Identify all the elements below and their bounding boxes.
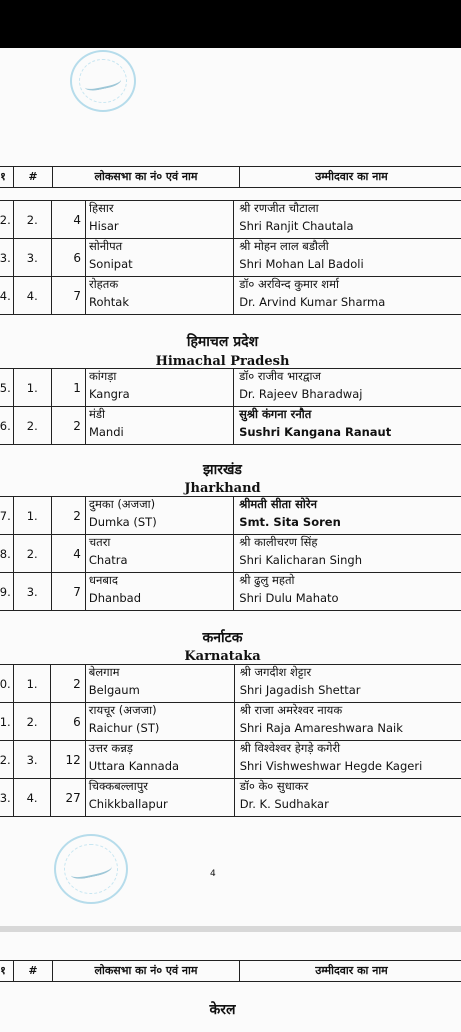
state-title-hi-jharkhand: झारखंड [0, 460, 453, 479]
constituency-name-en: Uttara Kannada [89, 759, 234, 773]
state-title-hi-himachal: हिमाचल प्रदेश [0, 332, 453, 351]
constituency-number: 2 [51, 665, 85, 703]
candidate-name-en: Dr. Arvind Kumar Sharma [239, 295, 461, 309]
candidate-name [234, 535, 461, 573]
candidate-name [234, 277, 461, 315]
constituency-name [85, 239, 233, 277]
constituency-name [85, 665, 234, 703]
candidate-name [234, 239, 461, 277]
party-stamp-icon [70, 50, 136, 112]
document-page-5 [0, 932, 461, 1032]
col-pc-header: लोकसभा का नं० एवं नाम [53, 961, 240, 982]
candidate-name-en: Shri Dulu Mahato [239, 591, 461, 605]
constituency-name-en: Raichur (ST) [89, 721, 234, 735]
candidate-row [0, 703, 461, 741]
constituency-name-en: Kangra [89, 387, 233, 401]
candidate-name-en: Shri Raja Amareshwara Naik [240, 721, 461, 735]
candidate-row [0, 665, 461, 703]
himachal-table [0, 368, 461, 445]
state-serial-number: 3. [13, 741, 51, 779]
state-title-hi-karnataka: कर्नाटक [0, 628, 453, 647]
constituency-name [85, 535, 233, 573]
constituency-name-en: Hisar [89, 219, 233, 233]
serial-number: 9. [0, 573, 13, 611]
state-serial-number: 1. [13, 369, 51, 407]
serial-number: 8. [0, 535, 13, 573]
candidate-name-en: Shri Ranjit Chautala [239, 219, 461, 233]
candidate-name-hi: डॉ० अरविन्द कुमार शर्मा [239, 277, 461, 291]
constituency-number: 6 [51, 703, 85, 741]
constituency-name-hi: रोहतक [89, 277, 233, 291]
candidate-name [234, 497, 461, 535]
serial-number: 1. [0, 703, 13, 741]
constituency-name-hi: हिसार [89, 201, 233, 215]
col-sno-header: १ [0, 167, 14, 188]
header-table [0, 166, 461, 188]
constituency-name-hi: रायचूर (अजजा) [89, 703, 234, 717]
constituency-name-hi: धनबाद [89, 573, 233, 587]
state-serial-number: 4. [13, 277, 51, 315]
constituency-name-hi: चिक्कबल्लापुर [89, 779, 234, 793]
candidate-name [234, 741, 461, 779]
candidate-name [234, 703, 461, 741]
candidate-name-hi: श्री राजा अमरेश्वर नायक [240, 703, 461, 717]
candidate-name-en: Sushri Kangana Ranaut [239, 425, 461, 439]
constituency-number: 2 [51, 407, 85, 445]
document-page-4 [0, 48, 461, 928]
top-black-bar [0, 0, 461, 48]
constituency-number: 2 [51, 497, 85, 535]
serial-number: 6. [0, 407, 13, 445]
candidate-name-en: Shri Vishweshwar Hegde Kageri [240, 759, 461, 773]
candidate-name-en: Dr. Rajeev Bharadwaj [239, 387, 461, 401]
constituency-name [85, 369, 233, 407]
candidate-name-en: Dr. K. Sudhakar [240, 797, 461, 811]
candidate-row [0, 497, 461, 535]
state-serial-number: 3. [13, 573, 51, 611]
state-serial-number: 4. [13, 779, 51, 817]
constituency-number: 4 [51, 535, 85, 573]
constituency-name [85, 277, 233, 315]
state-serial-number: 1. [13, 497, 51, 535]
state-serial-number: 2. [13, 407, 51, 445]
constituency-name-en: Mandi [89, 425, 233, 439]
state-title-en-himachal: Himachal Pradesh [0, 354, 453, 369]
constituency-number: 7 [51, 573, 85, 611]
candidate-name [234, 201, 461, 239]
candidate-row [0, 369, 461, 407]
state-serial-number: 2. [13, 535, 51, 573]
header-table-next [0, 960, 461, 982]
constituency-number: 12 [51, 741, 85, 779]
haryana-table [0, 200, 461, 315]
candidate-name-en: Shri Jagadish Shettar [240, 683, 461, 697]
candidate-row [0, 239, 461, 277]
constituency-number: 7 [51, 277, 85, 315]
candidate-name [234, 407, 461, 445]
constituency-number: 27 [51, 779, 85, 817]
candidate-name-hi: श्री कालीचरण सिंह [239, 535, 461, 549]
serial-number: 2. [0, 201, 13, 239]
candidate-name-hi: सुश्री कंगना रनौत [239, 407, 461, 421]
constituency-name-hi: चतरा [89, 535, 233, 549]
constituency-name-en: Chatra [89, 553, 233, 567]
state-title-en-jharkhand: Jharkhand [0, 481, 453, 496]
constituency-number: 4 [51, 201, 85, 239]
serial-number: 0. [0, 665, 13, 703]
state-title-hi-kerala: केरल [0, 1000, 453, 1019]
state-title-en-karnataka: Karnataka [0, 649, 453, 664]
serial-number: 7. [0, 497, 13, 535]
constituency-name-en: Chikkballapur [89, 797, 234, 811]
candidate-name-hi: श्रीमती सीता सोरेन [239, 497, 461, 511]
state-serial-number: 3. [13, 239, 51, 277]
col-num-header: # [14, 961, 53, 982]
constituency-name [85, 497, 233, 535]
constituency-name [85, 703, 234, 741]
candidate-name [234, 369, 461, 407]
constituency-number: 6 [51, 239, 85, 277]
karnataka-table [0, 664, 461, 817]
constituency-name [85, 573, 233, 611]
page-number: 4 [210, 869, 216, 879]
candidate-name-hi: श्री जगदीश शेट्टार [240, 665, 461, 679]
candidate-row [0, 779, 461, 817]
candidate-name-hi: श्री ढुलु महतो [239, 573, 461, 587]
serial-number: 3. [0, 239, 13, 277]
candidate-name-en: Smt. Sita Soren [239, 515, 461, 529]
constituency-name [85, 201, 233, 239]
serial-number: 4. [0, 277, 13, 315]
constituency-name-en: Sonipat [89, 257, 233, 271]
candidate-name [234, 573, 461, 611]
constituency-name-hi: उत्तर कन्नड़ [89, 741, 234, 755]
state-serial-number: 1. [13, 665, 51, 703]
candidate-row [0, 573, 461, 611]
candidate-name-hi: डॉ० राजीव भारद्वाज [239, 369, 461, 383]
candidate-row [0, 407, 461, 445]
constituency-name-en: Rohtak [89, 295, 233, 309]
constituency-name-hi: मंडी [89, 407, 233, 421]
jharkhand-table [0, 496, 461, 611]
constituency-name-hi: बेलगाम [89, 665, 234, 679]
col-pc-header: लोकसभा का नं० एवं नाम [53, 167, 240, 188]
party-stamp-icon [54, 834, 128, 904]
candidate-name [234, 665, 461, 703]
candidate-name-en: Shri Kalicharan Singh [239, 553, 461, 567]
serial-number: 2. [0, 741, 13, 779]
candidate-name-en: Shri Mohan Lal Badoli [239, 257, 461, 271]
candidate-name [234, 779, 461, 817]
constituency-name-hi: सोनीपत [89, 239, 233, 253]
constituency-name-en: Dumka (ST) [89, 515, 233, 529]
candidate-row [0, 741, 461, 779]
col-num-header: # [14, 167, 53, 188]
candidate-row [0, 535, 461, 573]
constituency-name-hi: कांगड़ा [89, 369, 233, 383]
candidate-name-hi: श्री विश्वेश्वर हेगड़े कगेरी [240, 741, 461, 755]
candidate-name-hi: श्री रणजीत चौटाला [239, 201, 461, 215]
constituency-number: 1 [51, 369, 85, 407]
state-serial-number: 2. [13, 703, 51, 741]
constituency-name-en: Belgaum [89, 683, 234, 697]
candidate-name-hi: श्री मोहन लाल बडौली [239, 239, 461, 253]
candidate-row [0, 277, 461, 315]
constituency-name [85, 407, 233, 445]
constituency-name [85, 741, 234, 779]
candidate-name-hi: डॉ० के० सुधाकर [240, 779, 461, 793]
serial-number: 5. [0, 369, 13, 407]
col-candidate-header: उम्मीदवार का नाम [240, 167, 461, 188]
constituency-name-hi: दुमका (अजजा) [89, 497, 233, 511]
col-sno-header: १ [0, 961, 14, 982]
constituency-name-en: Dhanbad [89, 591, 233, 605]
serial-number: 3. [0, 779, 13, 817]
constituency-name [85, 779, 234, 817]
candidate-row [0, 201, 461, 239]
state-serial-number: 2. [13, 201, 51, 239]
col-candidate-header: उम्मीदवार का नाम [240, 961, 461, 982]
